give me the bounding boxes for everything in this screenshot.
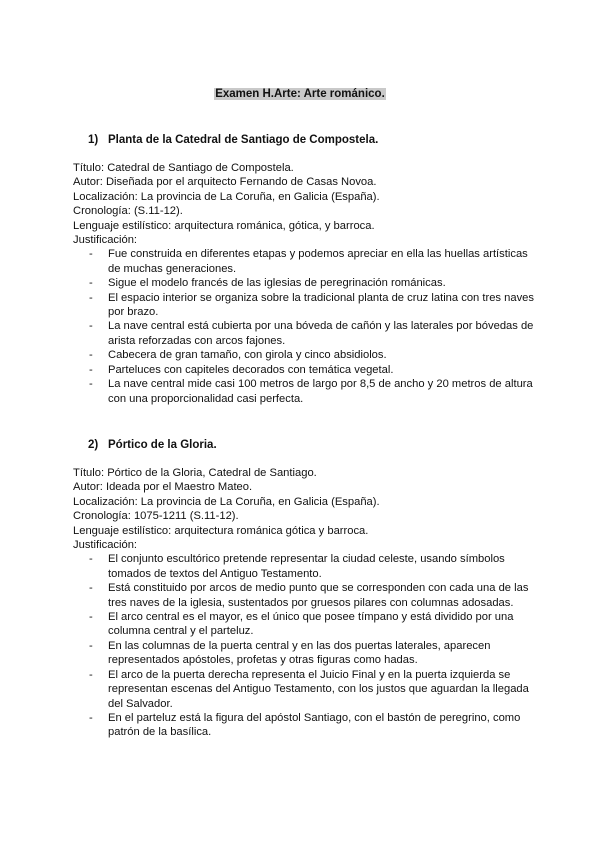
list-item: - En el parteluz está la figura del apóstol Santiago, con el bastón de peregrino, como patrón de la basílica. <box>73 711 543 740</box>
section-2-number: 2) <box>88 439 99 451</box>
list-item: - El conjunto escultórico pretende representar la ciudad celeste, usando símbolos tomados de textos del Antiguo Testamento. <box>73 552 543 581</box>
section-1-heading <box>88 133 378 147</box>
list-item: - En las columnas de la puerta central y en las dos puertas laterales, aparecen representados apóstoles, profetas y otras figuras como hadas. <box>73 639 543 668</box>
list-item: - Fue construida en diferentes etapas y podemos apreciar en ella las huellas artísticas de muchas generaciones. <box>73 247 543 276</box>
section-2-title: Pórtico de la Gloria. <box>108 439 217 451</box>
field-style: Lenguaje estilístico: arquitectura románica gótica y barroca. <box>73 524 369 537</box>
list-item: - Está constituido por arcos de medio punto que se corresponden con cada una de las tres naves de la iglesia, sustentados por gruesos pilares con columnas adosadas. <box>73 581 543 610</box>
field-title: Título: Catedral de Santiago de Compostela. <box>73 162 294 174</box>
field-justification: Justificación: <box>73 234 138 247</box>
field-chronology: Cronología: (S.11-12). <box>73 205 183 218</box>
list-item: - Cabecera de gran tamaño, con girola y cinco absidiolos. <box>73 348 543 362</box>
field-location: Localización: La provincia de La Coruña, en Galicia (España). <box>73 495 380 508</box>
justification-list <box>73 247 543 405</box>
field-author: Autor: Ideada por el Maestro Mateo. <box>73 481 253 494</box>
list-item: - La nave central mide casi 100 metros de largo por 8,5 de ancho y 20 metros de altura con una proporcionalidad casi perfecta. <box>73 377 543 406</box>
list-item: - Sigue el modelo francés de las iglesias de peregrinación románicas. <box>73 276 543 290</box>
list-item: - Parteluces con capiteles decorados con temática vegetal. <box>73 363 543 377</box>
document-title <box>0 87 600 101</box>
field-chronology: Cronología: 1075-1211 (S.11-12). <box>73 510 239 523</box>
justification-list <box>73 552 543 739</box>
section-1-body <box>73 161 543 406</box>
section-1-number: 1) <box>88 134 99 146</box>
section-2-heading <box>88 438 217 452</box>
document-title-text: Examen H.Arte: Arte románico. <box>215 88 385 100</box>
list-item: - El arco central es el mayor, es el único que posee tímpano y está dividido por una columna central y el parteluz. <box>73 610 543 639</box>
list-item: - La nave central está cubierta por una bóveda de cañón y las laterales por bóvedas de arista reforzadas con arcos fajones. <box>73 319 543 348</box>
list-item: - El arco de la puerta derecha representa el Juicio Final y en la puerta izquierda se representan escenas del Antiguo Testamento, con los justos que aguardan la llegada del Salvador. <box>73 668 543 711</box>
section-1-title: Planta de la Catedral de Santiago de Compostela. <box>108 134 379 146</box>
field-author: Autor: Diseñada por el arquitecto Fernando de Casas Novoa. <box>73 176 377 189</box>
field-title: Título: Pórtico de la Gloria, Catedral de Santiago. <box>73 467 317 479</box>
field-location: Localización: La provincia de La Coruña, en Galicia (España). <box>73 190 380 203</box>
field-style: Lenguaje estilístico: arquitectura románica, gótica, y barroca. <box>73 219 375 232</box>
section-2-body <box>73 466 543 740</box>
field-justification: Justificación: <box>73 539 138 552</box>
list-item: - El espacio interior se organiza sobre la tradicional planta de cruz latina con tres naves por brazo. <box>73 291 543 320</box>
